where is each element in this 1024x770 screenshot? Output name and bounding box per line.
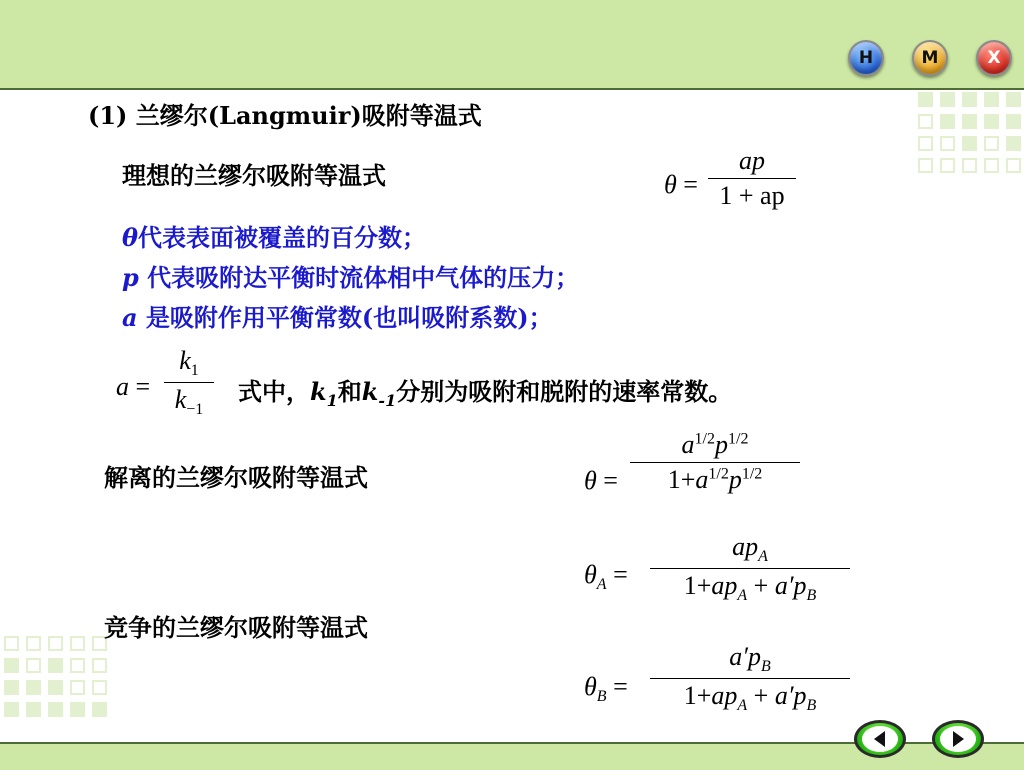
rate-constant-text [238, 372, 732, 410]
competitive-isotherm-label: 竞争的兰缪尔吸附等温式 [104, 613, 368, 642]
competitive-a-den-sub-a: A [737, 587, 748, 605]
definition-a [122, 298, 553, 333]
competitive-b-den-sub-b: B [806, 697, 817, 715]
km1-symbol: k [361, 377, 379, 406]
competitive-a-den-sub-b: B [806, 587, 817, 605]
dissociative-den-exp-p: 1/2 [741, 465, 763, 483]
km1-sub: -1 [378, 390, 397, 410]
arrow-left-icon [870, 729, 890, 749]
rate-numerator: k [179, 346, 191, 375]
rate-lhs: a [116, 372, 129, 401]
ideal-denominator: 1 + ap [719, 181, 785, 210]
rate-text-suffix: 分别为吸附和脱附的速率常数。 [396, 377, 733, 406]
rate-text-and: 和 [337, 377, 362, 406]
dissociative-isotherm-label: 解离的兰缪尔吸附等温式 [104, 463, 368, 492]
slide-title: (1) 兰缪尔(Langmuir)吸附等温式 [88, 101, 482, 130]
rate-numerator-sub: 1 [190, 362, 199, 380]
dissociative-num-exp-p: 1/2 [728, 430, 749, 448]
definition-a-symbol: a [122, 303, 138, 332]
dissociative-den-exp-a: 1/2 [708, 465, 729, 483]
competitive-a-numerator: ap [732, 532, 759, 561]
definition-theta-symbol: θ [122, 223, 139, 252]
competitive-theta-b-sub: B [596, 688, 607, 706]
competitive-theta-a: θ [584, 560, 597, 589]
arrow-right-icon [948, 729, 968, 749]
k1-symbol: k [310, 377, 327, 406]
dissociative-theta: θ [584, 466, 597, 495]
definition-a-text: 是吸附作用平衡常数(也叫吸附系数)； [145, 303, 553, 332]
previous-slide-button[interactable] [854, 720, 906, 758]
next-slide-button[interactable] [932, 720, 984, 758]
k1-sub: 1 [326, 390, 338, 410]
competitive-theta-a-sub: A [596, 576, 607, 594]
definition-theta [122, 218, 426, 253]
definition-p-symbol: p [122, 263, 139, 292]
exit-button-label: X [987, 48, 1001, 68]
rate-denominator: k [174, 385, 187, 415]
ideal-numerator: ap [739, 146, 765, 175]
definition-theta-text: 代表表面被覆盖的百分数； [138, 223, 427, 252]
menu-button-label: M [921, 48, 939, 68]
home-button[interactable] [848, 40, 884, 76]
exit-button[interactable] [976, 40, 1012, 76]
definition-p [122, 258, 579, 293]
theta-symbol: θ [664, 170, 677, 199]
menu-button[interactable] [912, 40, 948, 76]
rate-text-prefix: 式中， [238, 377, 310, 406]
decorative-squares-right [918, 92, 1022, 192]
decorative-squares-left [4, 636, 108, 740]
ideal-isotherm-label: 理想的兰缪尔吸附等温式 [122, 161, 386, 190]
definition-p-text: 代表吸附达平衡时流体相中气体的压力； [147, 263, 580, 292]
rate-denominator-sub: −1 [186, 401, 204, 419]
competitive-theta-b: θ [584, 672, 597, 701]
home-button-label: H [858, 48, 874, 68]
competitive-b-numerator: a′p [729, 642, 761, 671]
competitive-a-numerator-sub: A [758, 548, 768, 566]
competitive-b-numerator-sub: B [760, 658, 771, 676]
competitive-b-den-sub-a: A [737, 697, 748, 715]
dissociative-num-exp-a: 1/2 [694, 430, 715, 448]
